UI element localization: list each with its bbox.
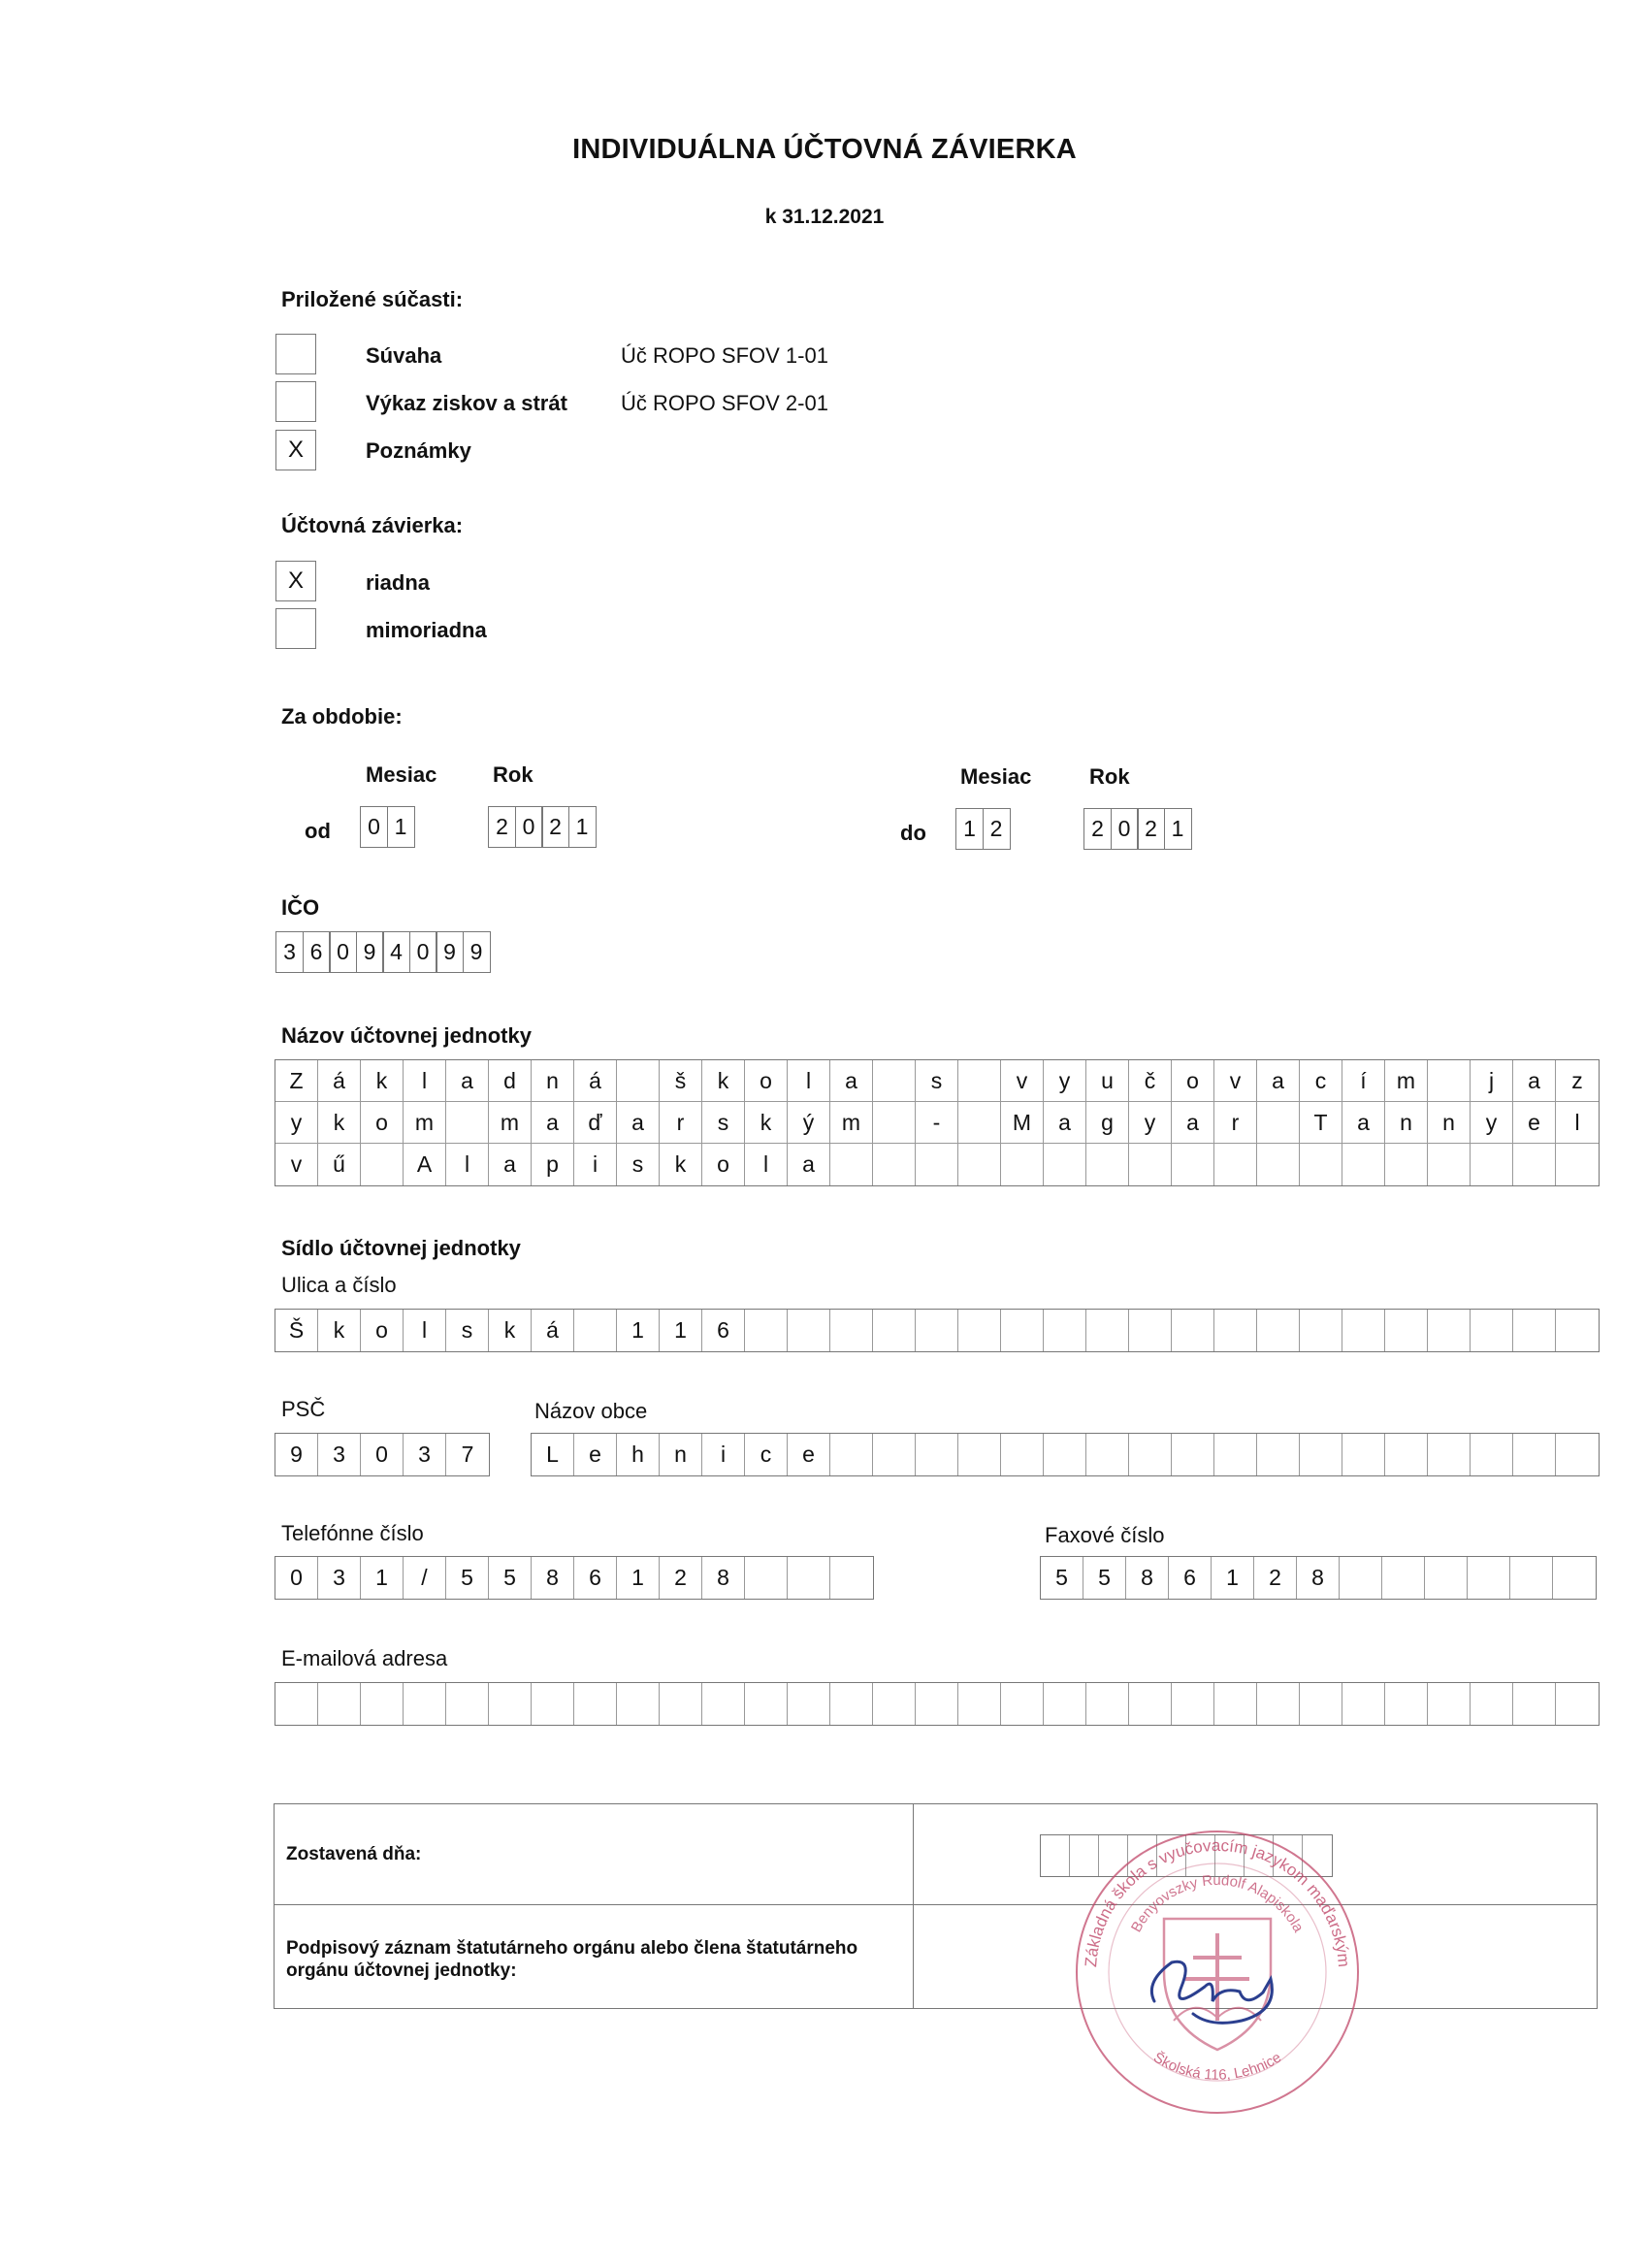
char-cell (1556, 1434, 1599, 1475)
char-cell: s (702, 1102, 745, 1144)
char-cell (1342, 1683, 1385, 1725)
digit-cell: 0 (360, 806, 388, 848)
char-cell (958, 1102, 1001, 1144)
char-cell: 0 (361, 1434, 404, 1475)
to-month-cells[interactable] (955, 808, 1011, 850)
char-cell: o (361, 1310, 404, 1351)
char-cell: o (361, 1102, 404, 1144)
char-cell (617, 1060, 660, 1102)
char-cell: a (617, 1102, 660, 1144)
char-cell (1342, 1310, 1385, 1351)
char-cell (1428, 1144, 1471, 1185)
char-cell: i (702, 1434, 745, 1475)
digit-cell: 2 (1137, 808, 1165, 850)
char-cell (574, 1683, 617, 1725)
char-cell (1300, 1144, 1342, 1185)
char-cell: 1 (361, 1557, 404, 1599)
char-cell (1556, 1310, 1599, 1351)
char-cell: 1 (1212, 1557, 1254, 1599)
char-cell (916, 1683, 958, 1725)
char-cell: 3 (404, 1434, 446, 1475)
char-cell: 3 (318, 1434, 361, 1475)
char-cell (958, 1144, 1001, 1185)
char-cell: m (1385, 1060, 1428, 1102)
digit-cell: 2 (1083, 808, 1112, 850)
char-cell (830, 1144, 873, 1185)
char-cell (617, 1683, 660, 1725)
phone-grid[interactable] (275, 1556, 874, 1600)
char-cell: ý (788, 1102, 830, 1144)
char-cell: á (318, 1060, 361, 1102)
char-cell: k (318, 1102, 361, 1144)
char-cell: 8 (532, 1557, 574, 1599)
from-year-cells[interactable] (488, 806, 597, 848)
char-cell (1468, 1557, 1510, 1599)
street-grid[interactable] (275, 1309, 1600, 1352)
char-cell (1257, 1683, 1300, 1725)
char-cell: e (1513, 1102, 1556, 1144)
char-cell (660, 1683, 702, 1725)
char-cell: T (1300, 1102, 1342, 1144)
char-cell (1172, 1310, 1214, 1351)
char-cell (1086, 1144, 1129, 1185)
label-suvaha: Súvaha (366, 343, 442, 368)
char-cell (1385, 1683, 1428, 1725)
char-cell (1556, 1683, 1599, 1725)
char-cell (702, 1683, 745, 1725)
char-cell: e (788, 1434, 830, 1475)
phone-label: Telefónne číslo (281, 1521, 424, 1545)
char-cell: y (275, 1102, 318, 1144)
city-label: Názov obce (534, 1399, 648, 1423)
char-cell (830, 1557, 873, 1599)
char-cell: 8 (702, 1557, 745, 1599)
char-cell (958, 1310, 1001, 1351)
char-cell: y (1044, 1060, 1086, 1102)
char-cell: k (489, 1310, 532, 1351)
char-cell: k (702, 1060, 745, 1102)
char-cell (1044, 1310, 1086, 1351)
char-cell: d (489, 1060, 532, 1102)
char-cell (788, 1310, 830, 1351)
char-cell (1214, 1434, 1257, 1475)
char-cell: n (660, 1434, 702, 1475)
char-cell (1471, 1144, 1513, 1185)
char-cell (1513, 1144, 1556, 1185)
char-cell: 5 (446, 1557, 489, 1599)
char-cell: l (446, 1144, 489, 1185)
char-cell (958, 1060, 1001, 1102)
char-cell (1214, 1310, 1257, 1351)
char-cell (1425, 1557, 1468, 1599)
digit-cell: 2 (488, 806, 516, 848)
char-cell: m (489, 1102, 532, 1144)
char-cell: v (275, 1144, 318, 1185)
digit-cell: 3 (275, 931, 304, 973)
official-stamp (1048, 1802, 1387, 2142)
char-cell: k (361, 1060, 404, 1102)
char-cell (1510, 1557, 1553, 1599)
char-cell: 6 (1169, 1557, 1212, 1599)
document-title: INDIVIDUÁLNA ÚČTOVNÁ ZÁVIERKA (572, 134, 1077, 165)
char-cell: 8 (1126, 1557, 1169, 1599)
char-cell: a (1342, 1102, 1385, 1144)
char-cell: o (745, 1060, 788, 1102)
char-cell (1428, 1683, 1471, 1725)
signature-table-divider (913, 1804, 914, 2008)
digit-cell: 1 (387, 806, 415, 848)
char-cell (1513, 1434, 1556, 1475)
from-month-label: Mesiac (366, 762, 437, 787)
char-cell (1428, 1310, 1471, 1351)
char-cell: Š (275, 1310, 318, 1351)
digit-cell: 1 (1164, 808, 1192, 850)
char-cell: s (916, 1060, 958, 1102)
char-cell: 2 (1254, 1557, 1297, 1599)
char-cell (1172, 1434, 1214, 1475)
city-grid[interactable] (531, 1433, 1600, 1476)
char-cell: š (660, 1060, 702, 1102)
char-cell: z (1556, 1060, 1599, 1102)
char-cell: 6 (574, 1557, 617, 1599)
char-cell: M (1001, 1102, 1044, 1144)
char-cell: m (830, 1102, 873, 1144)
char-cell (1342, 1144, 1385, 1185)
char-cell (916, 1310, 958, 1351)
char-cell (1428, 1060, 1471, 1102)
char-cell: č (1129, 1060, 1172, 1102)
signature-label: Podpisový záznam štatutárneho orgánu alebo člena štatutárneho orgánu účtovnej jednotky: (286, 1938, 858, 1981)
char-cell (1385, 1310, 1428, 1351)
document-date: k 31.12.2021 (764, 206, 885, 228)
char-cell: l (1556, 1102, 1599, 1144)
char-cell: A (404, 1144, 446, 1185)
to-year-cells[interactable] (1083, 808, 1192, 850)
char-cell (574, 1310, 617, 1351)
label-vykaz: Výkaz ziskov a strát (366, 391, 567, 415)
psc-label: PSČ (281, 1397, 326, 1421)
char-cell (1471, 1434, 1513, 1475)
char-cell: k (745, 1102, 788, 1144)
digit-cell: 4 (382, 931, 410, 973)
compiled-label: Zostavená dňa: (286, 1844, 422, 1864)
char-cell: g (1086, 1102, 1129, 1144)
char-cell: c (1300, 1060, 1342, 1102)
char-cell (1385, 1144, 1428, 1185)
char-cell: 7 (461, 1442, 474, 1467)
char-cell (745, 1683, 788, 1725)
digit-cell: 2 (541, 806, 569, 848)
char-cell (1385, 1434, 1428, 1475)
closing-heading: Účtovná závierka: (281, 513, 464, 537)
char-cell (958, 1683, 1001, 1725)
char-cell (1513, 1310, 1556, 1351)
char-cell (489, 1683, 532, 1725)
char-cell (745, 1310, 788, 1351)
char-cell: a (532, 1102, 574, 1144)
char-cell (958, 1434, 1001, 1475)
char-cell: o (702, 1144, 745, 1185)
char-cell (1382, 1557, 1425, 1599)
char-cell: s (446, 1310, 489, 1351)
char-cell (830, 1683, 873, 1725)
char-cell: a (1257, 1060, 1300, 1102)
char-cell: m (404, 1102, 446, 1144)
char-cell (1471, 1683, 1513, 1725)
char-cell: a (788, 1144, 830, 1185)
char-cell (1342, 1434, 1385, 1475)
digit-cell: 0 (1111, 808, 1139, 850)
char-cell: l (404, 1060, 446, 1102)
char-cell (1257, 1144, 1300, 1185)
email-grid[interactable] (275, 1682, 1600, 1730)
char-cell: 6 (702, 1310, 745, 1351)
code-vykaz: Úč ROPO SFOV 2-01 (621, 391, 828, 415)
char-cell (1471, 1310, 1513, 1351)
char-cell (1214, 1683, 1257, 1725)
char-cell: L (532, 1434, 574, 1475)
char-cell: p (532, 1144, 574, 1185)
char-cell: 9 (275, 1434, 318, 1475)
char-cell: ű (318, 1144, 361, 1185)
char-cell (1129, 1434, 1172, 1475)
fax-label: Faxové číslo (1045, 1523, 1165, 1547)
char-cell: ď (574, 1102, 617, 1144)
char-cell (1044, 1683, 1086, 1725)
char-cell (873, 1683, 916, 1725)
char-cell: á (574, 1060, 617, 1102)
char-cell: 5 (1041, 1557, 1083, 1599)
digit-cell: 0 (515, 806, 543, 848)
email-label: E-mailová adresa (281, 1646, 448, 1670)
char-cell (1001, 1683, 1044, 1725)
char-cell: 1 (617, 1310, 660, 1351)
digit-cell: 9 (356, 931, 384, 973)
name-grid[interactable] (275, 1059, 1600, 1186)
char-cell: a (1172, 1102, 1214, 1144)
coat-of-arms-icon (1164, 1919, 1271, 2050)
char-cell: c (745, 1434, 788, 1475)
char-cell (1129, 1144, 1172, 1185)
to-label: do (900, 821, 926, 845)
char-cell (1001, 1434, 1044, 1475)
char-cell (361, 1144, 404, 1185)
period-heading: Za obdobie: (281, 704, 403, 729)
checkbox-mimoriadna[interactable] (275, 608, 316, 649)
char-cell (1553, 1557, 1596, 1599)
char-cell: i (574, 1144, 617, 1185)
code-suvaha: Úč ROPO SFOV 1-01 (621, 343, 828, 368)
char-cell: a (446, 1060, 489, 1102)
label-riadna: riadna (366, 570, 431, 595)
char-cell: n (1428, 1102, 1471, 1144)
char-cell (830, 1434, 873, 1475)
char-cell: a (830, 1060, 873, 1102)
checkbox-vykaz[interactable] (275, 381, 316, 422)
char-cell (404, 1683, 446, 1725)
char-cell: r (660, 1102, 702, 1144)
ico-label: IČO (281, 895, 320, 920)
char-cell: í (1342, 1060, 1385, 1102)
char-cell (1044, 1434, 1086, 1475)
char-cell (446, 1683, 489, 1725)
char-cell (1428, 1434, 1471, 1475)
checkbox-poznamky[interactable]: X (275, 430, 316, 470)
char-cell: l (788, 1060, 830, 1102)
char-cell: n (532, 1060, 574, 1102)
char-cell (1086, 1310, 1129, 1351)
char-cell: 5 (489, 1557, 532, 1599)
char-cell: e (574, 1434, 617, 1475)
stamp-address-text: Školská 116, Lehnice (1150, 2049, 1284, 2084)
char-cell (1556, 1144, 1599, 1185)
char-cell: s (617, 1144, 660, 1185)
to-month-label: Mesiac (960, 764, 1032, 789)
digit-cell: 1 (955, 808, 984, 850)
char-cell: 5 (1083, 1557, 1126, 1599)
char-cell (830, 1310, 873, 1351)
label-poznamky: Poznámky (366, 438, 471, 463)
char-cell (1257, 1102, 1300, 1144)
char-cell (873, 1144, 916, 1185)
from-label: od (305, 819, 331, 843)
char-cell (318, 1683, 361, 1725)
char-cell (275, 1683, 318, 1725)
char-cell (1214, 1144, 1257, 1185)
char-cell (1086, 1683, 1129, 1725)
char-cell (1300, 1310, 1342, 1351)
digit-cell: 9 (436, 931, 464, 973)
seat-label: Sídlo účtovnej jednotky (281, 1236, 521, 1260)
char-cell: l (404, 1310, 446, 1351)
char-cell (1044, 1144, 1086, 1185)
psc-grid[interactable] (275, 1433, 490, 1476)
char-cell (1257, 1434, 1300, 1475)
char-cell (873, 1102, 916, 1144)
digit-cell: 6 (303, 931, 331, 973)
char-cell (361, 1683, 404, 1725)
fax-grid[interactable] (1040, 1556, 1597, 1600)
char-cell: Z (275, 1060, 318, 1102)
signature-table (274, 1803, 1598, 2009)
char-cell: 1 (617, 1557, 660, 1599)
char-cell (916, 1144, 958, 1185)
char-cell (916, 1434, 958, 1475)
char-cell: 2 (660, 1557, 702, 1599)
label-mimoriadna: mimoriadna (366, 618, 487, 642)
char-cell: - (916, 1102, 958, 1144)
char-cell: v (1001, 1060, 1044, 1102)
char-cell: k (660, 1144, 702, 1185)
char-cell: a (489, 1144, 532, 1185)
char-cell (788, 1557, 830, 1599)
char-cell (1300, 1683, 1342, 1725)
char-cell (446, 1102, 489, 1144)
char-cell: a (1513, 1060, 1556, 1102)
from-year-label: Rok (493, 762, 534, 787)
char-cell: 3 (318, 1557, 361, 1599)
stamp-outer-text: Základná škola s vyučovacím jazykom maďarským (1082, 1835, 1354, 1968)
char-cell (1086, 1434, 1129, 1475)
char-cell: r (1214, 1102, 1257, 1144)
from-month-cells[interactable] (360, 806, 415, 848)
digit-cell: 9 (463, 931, 491, 973)
char-cell (1001, 1310, 1044, 1351)
char-cell (873, 1060, 916, 1102)
char-cell (1129, 1310, 1172, 1351)
char-cell: n (1385, 1102, 1428, 1144)
char-cell (1340, 1557, 1382, 1599)
char-cell (1129, 1683, 1172, 1725)
char-cell: o (1172, 1060, 1214, 1102)
to-year-label: Rok (1089, 764, 1130, 789)
name-label: Názov účtovnej jednotky (281, 1023, 532, 1048)
char-cell (1172, 1683, 1214, 1725)
ico-cells[interactable] (275, 931, 491, 973)
char-cell: l (745, 1144, 788, 1185)
digit-cell: 0 (409, 931, 437, 973)
stamp-inner-text: Benyovszky Rudolf Alapiskola (1127, 1871, 1308, 1935)
char-cell: / (404, 1557, 446, 1599)
char-cell: k (318, 1310, 361, 1351)
digit-cell: 2 (983, 808, 1011, 850)
char-cell (873, 1434, 916, 1475)
attached-heading: Priložené súčasti: (281, 287, 464, 311)
char-cell: y (1471, 1102, 1513, 1144)
char-cell: 8 (1297, 1557, 1340, 1599)
digit-cell: 0 (329, 931, 357, 973)
char-cell: a (1044, 1102, 1086, 1144)
compiled-row (275, 1804, 1597, 1905)
char-cell (745, 1557, 788, 1599)
char-cell: á (532, 1310, 574, 1351)
char-cell: h (617, 1434, 660, 1475)
char-cell (1513, 1683, 1556, 1725)
char-cell (532, 1683, 574, 1725)
char-cell: j (1471, 1060, 1513, 1102)
char-cell: 1 (660, 1310, 702, 1351)
char-cell (1001, 1144, 1044, 1185)
char-cell (1172, 1144, 1214, 1185)
char-cell (1300, 1434, 1342, 1475)
char-cell (788, 1683, 830, 1725)
street-label: Ulica a číslo (281, 1273, 397, 1297)
char-cell (873, 1310, 916, 1351)
char-cell: v (1214, 1060, 1257, 1102)
digit-cell: 1 (568, 806, 597, 848)
checkbox-riadna[interactable]: X (275, 561, 316, 601)
checkbox-suvaha[interactable] (275, 334, 316, 374)
char-cell (1257, 1310, 1300, 1351)
char-cell: y (1129, 1102, 1172, 1144)
char-cell: u (1086, 1060, 1129, 1102)
char-cell: 0 (275, 1557, 318, 1599)
